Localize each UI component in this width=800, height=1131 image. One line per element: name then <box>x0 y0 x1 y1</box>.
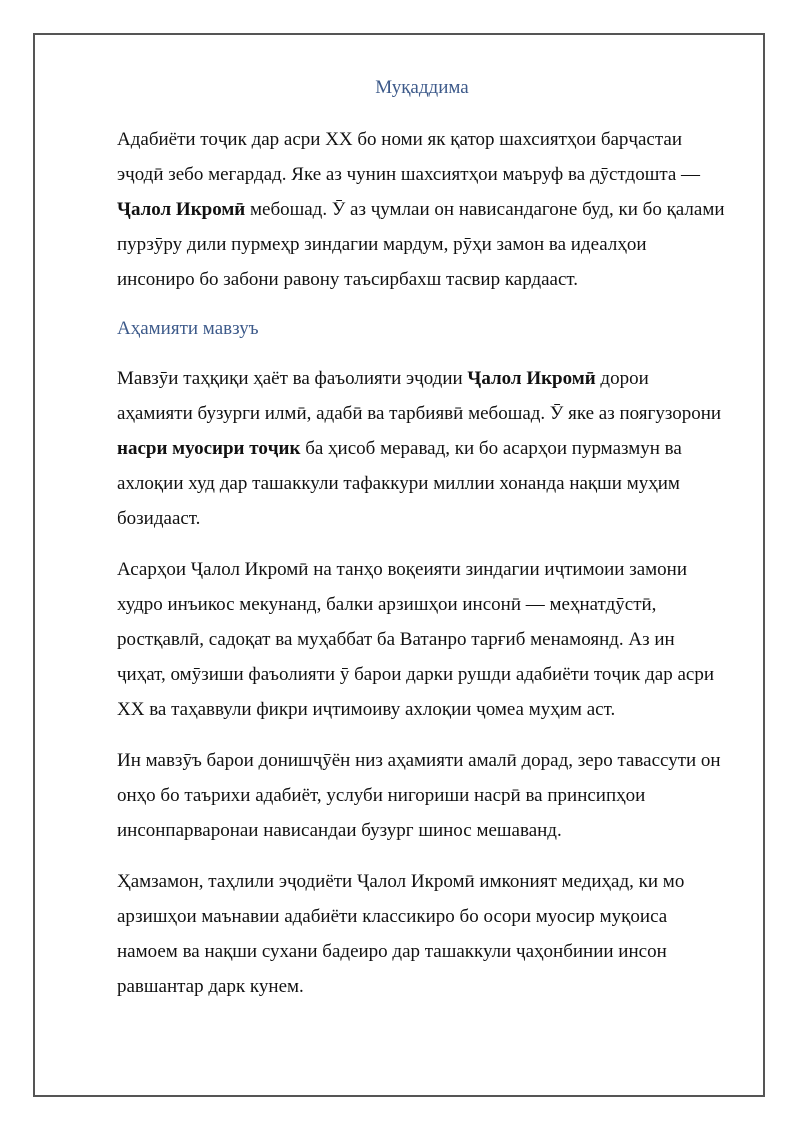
document-body <box>117 72 727 1020</box>
author-name-bold: Ҷалол Икромӣ <box>117 199 246 220</box>
section-p1-text-a: Мавзӯи таҳқиқи ҳаёт ва фаъолияти эҷодии <box>117 368 468 389</box>
section-paragraph-1 <box>117 361 727 536</box>
section-p1-text-c: ба ҳисоб меравад, ки бо асарҳои пурмазмун ва ахлоқии худ дар ташаккули тафаккури миллии хонанда нақши муҳим бозидааст. <box>117 438 682 529</box>
intro-text-b: мебошад. Ӯ аз ҷумлаи он нависандагоне буд, ки бо қалами пурзӯру дили пурмеҳр зиндагии мардум, рӯҳи замон ва идеалҳои инсониро бо забони равону таъсирбахш тасвир кардааст. <box>117 199 725 290</box>
document-title: Муқаддима <box>375 77 469 98</box>
intro-paragraph <box>117 122 727 297</box>
section-p1-text-b: дорои аҳамияти бузурги илмӣ, адабӣ ва тарбиявӣ мебошад. Ӯ яке аз поягузорони <box>117 368 722 424</box>
section-paragraph-3: Ин мавзӯъ барои донишҷӯён низ аҳамияти амалӣ дорад, зеро тавассути он онҳо бо таърихи адабиёт, услуби нигориши насрӣ ва принсипҳои инсонпарваронаи нависандаи бузург шинос мешаванд. <box>117 750 721 841</box>
section-paragraph-4: Ҳамзамон, таҳлили эҷодиёти Ҷалол Икромӣ имконият медиҳад, ки мо арзишҳои маънавии адабиёти классикиро бо осори муосир муқоиса намоем ва нақши сухани бадеиро дар ташаккули ҷаҳонбинии инсон равшантар дарк кунем. <box>117 871 685 997</box>
section-paragraph-2: Асарҳои Ҷалол Икромӣ на танҳо воқеияти зиндагии иҷтимоии замони худро инъикос мекунанд, балки арзишҳои инсонӣ — меҳнатдӯстӣ, ростқавлӣ, садоқат ва муҳаббат ба Ватанро тарғиб менамоянд. Аз ин ҷиҳат, омӯзиши фаъолияти ӯ барои дарки рушди адабиёти тоҷик дар асри XX ва таҳаввули фикри иҷтимоиву ахлоқии ҷомеа муҳим аст. <box>117 559 714 720</box>
author-name-bold-2: Ҷалол Икромӣ <box>467 368 596 389</box>
modern-prose-bold: насри муосири тоҷик <box>117 438 301 459</box>
intro-text-a: Адабиёти тоҷик дар асри XX бо номи як қатор шахсиятҳои барҷастаи эҷодӣ зебо мегардад. Яке аз чунин шахсиятҳои маъруф ва дӯстдошта — <box>117 129 701 185</box>
section-heading: Аҳамияти мавзуъ <box>117 318 259 339</box>
